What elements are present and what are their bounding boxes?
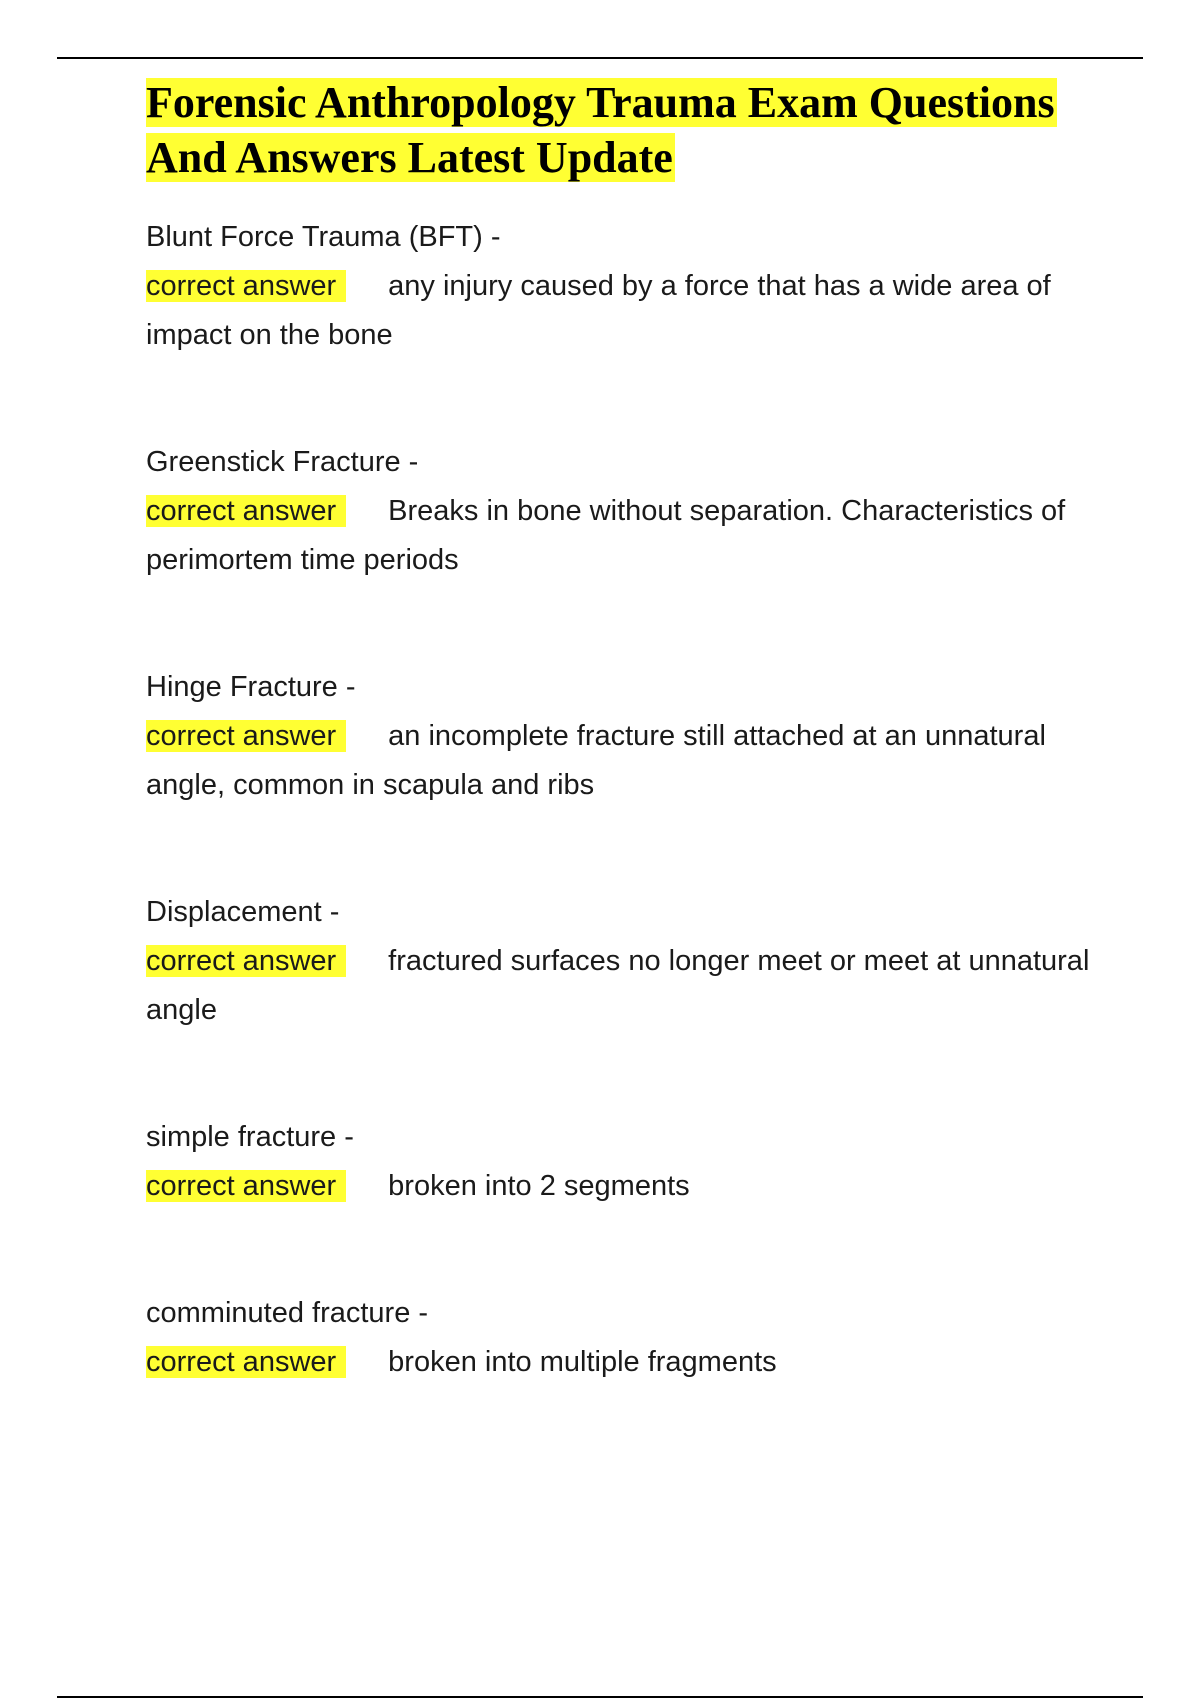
qa-entry [146,438,1106,585]
footer-rule [57,1696,1143,1698]
correct-answer-label: correct answer [146,495,346,527]
correct-answer-label: correct answer [146,945,346,977]
answer-text: fractured surfaces no longer meet or meet at unnatural angle [146,945,1090,1026]
question-term: Displacement - [146,896,340,928]
qa-list [146,213,1106,1387]
correct-answer-label: correct answer [146,720,346,752]
question-term: comminuted fracture - [146,1297,429,1329]
qa-entry [146,1113,1106,1211]
answer-text: broken into 2 segments [388,1170,690,1202]
answer-text: broken into multiple fragments [388,1346,777,1378]
answer-text: Breaks in bone without separation. Characteristics of perimortem time periods [146,495,1066,576]
page-content [146,75,1106,1387]
correct-answer-label: correct answer [146,1170,346,1202]
question-term: Blunt Force Trauma (BFT) - [146,221,501,253]
correct-answer-label: correct answer [146,1346,346,1378]
qa-entry [146,663,1106,810]
qa-entry [146,888,1106,1035]
answer-text: an incomplete fracture still attached at an unnatural angle, common in scapula and ribs [146,720,1046,801]
header-rule [57,57,1143,59]
correct-answer-label: correct answer [146,270,346,302]
document-title-text: Forensic Anthropology Trauma Exam Questions And Answers Latest Update [146,78,1055,182]
document-title [146,75,1106,185]
qa-entry [146,213,1106,360]
answer-text: any injury caused by a force that has a wide area of impact on the bone [146,270,1051,351]
question-term: simple fracture - [146,1121,354,1153]
question-term: Hinge Fracture - [146,671,356,703]
qa-entry [146,1289,1106,1387]
question-term: Greenstick Fracture - [146,446,419,478]
